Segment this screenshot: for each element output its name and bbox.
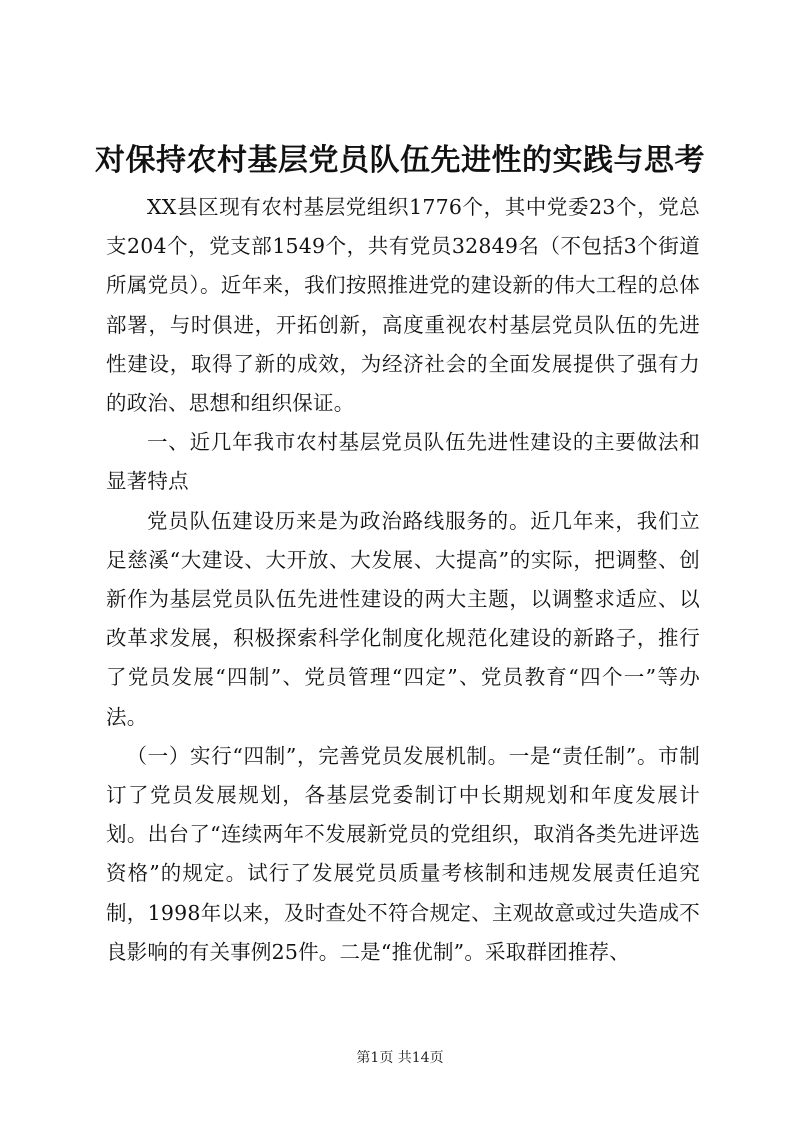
page-footer: 第1页 共14页 xyxy=(356,1050,444,1066)
paragraph-intro: XX县区现有农村基层党组织1776个，其中党委23个，党总支204个，党支部1549个，共有党员32849名（不包括3个街道所属党员）。近年来，我们按照推进党的建设新的伟大工程的总体部署，与时俱进，开拓创新，高度重视农村基层党员队伍的先进性建设，取得了新的成效，为经济社会的全面发展提供了强有力的政治、思想和组织保证。 xyxy=(106,195,700,416)
document-body xyxy=(106,188,700,972)
paragraph-party-building: 党员队伍建设历来是为政治路线服务的。近几年来，我们立足慈溪“大建设、大开放、大发展、大提高”的实际，把调整、创新作为基层党员队伍先进性建设的两大主题，以调整求适应、以改革求发展，积极探索科学化制度化规范化建设的新路子，推行了党员发展“四制”、党员管理“四定”、党员教育“四个一”等办法。 xyxy=(106,508,700,729)
paragraph-subsection-1: （一）实行“四制”，完善党员发展机制。一是“责任制”。市制订了党员发展规划，各基层党委制订中长期规划和年度发展计划。出台了“连续两年不发展新党员的党组织，取消各类先进评选资格”的规定。试行了发展党员质量考核制和违规发展责任追究制，1998年以来，及时查处不符合规定、主观故意或过失造成不良影响的有关事例25件。二是“推优制”。采取群团推荐、 xyxy=(106,743,700,964)
document-title: 对保持农村基层党员队伍先进性的实践与思考 xyxy=(95,143,705,178)
section-heading-1: 一、近几年我市农村基层党员队伍先进性建设的主要做法和显著特点 xyxy=(106,430,700,494)
